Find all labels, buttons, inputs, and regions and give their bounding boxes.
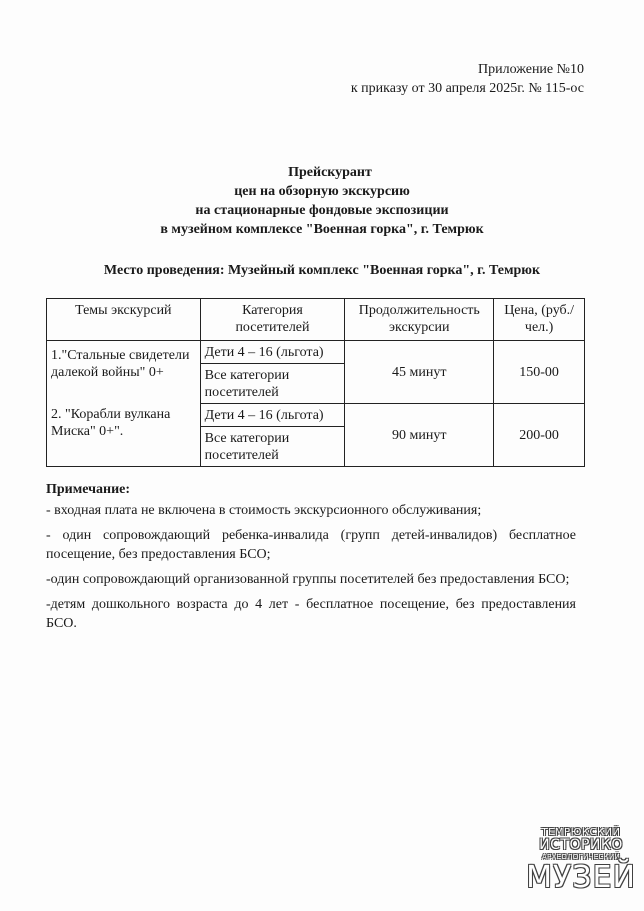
note-item: - входная плата не включена в стоимость экскурсионного обслуживания; — [46, 503, 482, 518]
museum-logo — [526, 828, 636, 893]
appendix-number: Приложение №10 — [478, 62, 584, 77]
logo-line: ТЕМРЮКСКИЙ — [541, 827, 621, 838]
tour-theme: 2. "Корабли вулкана Миска" 0+". — [47, 404, 201, 467]
title-line: на стационарные фондовые экспозиции — [195, 203, 449, 218]
table-row — [47, 341, 585, 364]
tour-price: 150-00 — [494, 341, 585, 404]
header-category: Категория посетителей — [200, 299, 345, 341]
header-duration: Продолжительность экскурсии — [345, 299, 494, 341]
table-header-row — [47, 299, 585, 341]
note-item: - один сопровождающий ребенка-инвалида (групп детей-инвалидов) бесплатное посещение, без предоставления БСО; — [46, 528, 576, 562]
visitor-category: Все категории посетителей — [200, 364, 345, 404]
notes-heading: Примечание: — [46, 482, 131, 497]
document-title — [0, 163, 644, 239]
tour-duration: 45 минут — [345, 341, 494, 404]
order-reference: к приказу от 30 апреля 2025г. № 115-ос — [350, 81, 584, 96]
notes-section — [46, 480, 576, 639]
logo-line: МУЗЕЙ — [526, 860, 636, 895]
header-price: Цена, (руб./чел.) — [494, 299, 585, 341]
tour-duration: 90 минут — [345, 404, 494, 467]
visitor-category: Дети 4 – 16 (льгота) — [200, 404, 345, 427]
visitor-category: Все категории посетителей — [200, 427, 345, 467]
note-item: -один сопровождающий организованной группы посетителей без предоставления БСО; — [46, 572, 570, 587]
appendix-reference — [351, 60, 584, 98]
venue-line: Место проведения: Музейный комплекс "Военная горка", г. Темрюк — [103, 263, 541, 278]
title-line: в музейном комплексе "Военная горка", г. Темрюк — [160, 222, 484, 237]
table-row — [47, 404, 585, 427]
price-table — [46, 298, 585, 467]
note-item: -детям дошкольного возраста до 4 лет - бесплатное посещение, без предоставления БСО. — [46, 597, 576, 631]
tour-price: 200-00 — [494, 404, 585, 467]
title-line: Прейскурант — [288, 165, 372, 180]
logo-line: ИСТОРИКО — [539, 837, 623, 853]
header-theme: Темы экскурсий — [47, 299, 201, 341]
tour-theme: 1."Стальные свидетели далекой войны" 0+ — [47, 341, 201, 404]
logo-line: АРХЕОЛОГИЧЕСКИЙ — [541, 853, 621, 861]
title-line: цен на обзорную экскурсию — [234, 184, 410, 199]
visitor-category: Дети 4 – 16 (льгота) — [200, 341, 345, 364]
